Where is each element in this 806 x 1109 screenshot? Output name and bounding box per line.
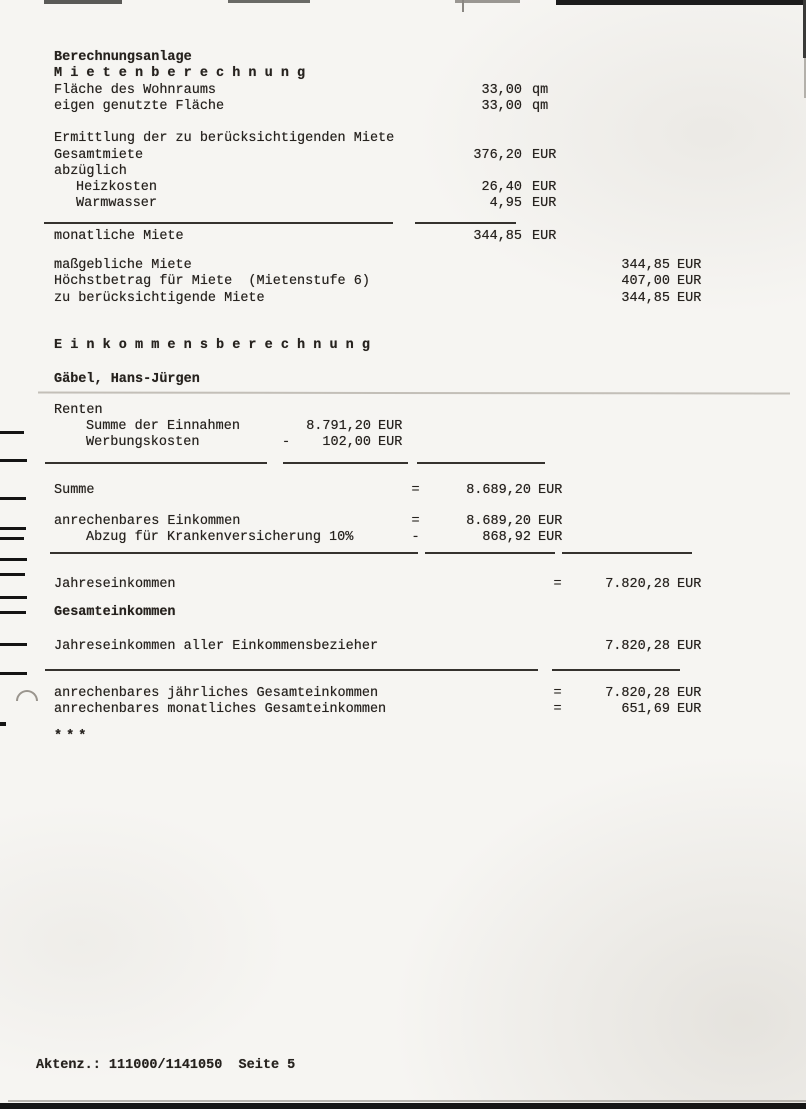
margin-mark (0, 431, 24, 434)
end-marker: *** (54, 729, 91, 744)
rule (415, 222, 516, 224)
margin-mark (0, 672, 27, 675)
rule (44, 222, 393, 224)
margin-mark (0, 643, 27, 646)
row-value: 8.791,20 (306, 419, 371, 434)
row-unit: EUR (532, 196, 557, 211)
scan-smudge-top (455, 0, 520, 3)
row-label: Warmwasser (76, 196, 158, 211)
section-title-gesamteinkommen: Gesamteinkommen (54, 605, 176, 620)
row-value: 102,00 (322, 435, 371, 450)
rule (417, 462, 545, 464)
row-label: Ermittlung der zu berücksichtigenden Miete (54, 131, 395, 146)
rule (552, 669, 680, 671)
row-unit: EUR (677, 702, 702, 717)
row-label: Renten (54, 403, 103, 418)
row-label: Jahreseinkommen (54, 577, 176, 592)
row-value: 7.820,28 (605, 686, 670, 701)
row-value: 4,95 (489, 196, 522, 211)
row-unit: EUR (677, 274, 702, 289)
rule (425, 552, 555, 554)
row-value: 376,20 (473, 148, 522, 163)
margin-mark (0, 527, 26, 530)
row-value: 7.820,28 (605, 577, 670, 592)
row-unit: EUR (677, 686, 702, 701)
rule (562, 552, 692, 554)
rule (50, 552, 418, 554)
row-label: Summe (54, 483, 95, 498)
row-label: Abzug für Krankenversicherung 10% (86, 530, 354, 545)
row-operator: - (281, 435, 291, 450)
row-operator: - (411, 530, 420, 545)
row-value: 868,92 (482, 530, 531, 545)
row-label: eigen genutzte Fläche (54, 99, 225, 114)
row-unit: EUR (532, 180, 557, 195)
row-label: Summe der Einnahmen (86, 419, 240, 434)
scan-smudge-top (556, 0, 806, 5)
margin-mark (0, 537, 24, 540)
row-value: 7.820,28 (605, 639, 670, 654)
row-unit: qm (532, 99, 549, 114)
margin-mark (0, 611, 26, 614)
margin-mark (0, 497, 26, 500)
margin-mark (0, 558, 27, 561)
row-value: 407,00 (621, 274, 670, 289)
rule (45, 462, 267, 464)
row-unit: EUR (538, 483, 563, 498)
rule (45, 669, 538, 671)
scan-edge-bottom (0, 1103, 806, 1109)
footer-file-number: Aktenz.: 111000/1141050 Seite 5 (36, 1058, 296, 1073)
row-operator: = (411, 483, 420, 498)
row-value: 26,40 (481, 180, 522, 195)
scan-smudge-top (462, 0, 464, 12)
section-title-mietenberechnung: M i e t e n b e r e c h n u n g (54, 66, 306, 81)
faint-scan-line (38, 391, 790, 394)
row-label: anrechenbares monatliches Gesamteinkommen (54, 702, 387, 717)
row-unit: EUR (677, 291, 702, 306)
row-label: Höchstbetrag für Miete (Mietenstufe 6) (54, 274, 370, 289)
row-label: Heizkosten (76, 180, 158, 195)
row-value: 651,69 (621, 702, 670, 717)
scan-edge-bottom (8, 1100, 806, 1102)
margin-mark (0, 722, 6, 726)
row-operator: = (411, 514, 420, 529)
row-label: abzüglich (54, 164, 127, 179)
row-unit: EUR (677, 577, 702, 592)
row-label: Fläche des Wohnraums (54, 83, 217, 98)
row-operator: = (553, 577, 562, 592)
doc-title: Berechnungsanlage (54, 50, 192, 65)
row-unit: qm (532, 83, 549, 98)
pen-arc-mark (16, 690, 38, 701)
row-operator: = (553, 686, 562, 701)
row-value: 344,85 (621, 291, 670, 306)
row-label: Gesamtmiete (54, 148, 144, 163)
row-value: 33,00 (481, 99, 522, 114)
row-label: maßgebliche Miete (54, 258, 192, 273)
row-value: 8.689,20 (466, 483, 531, 498)
row-unit: EUR (378, 435, 403, 450)
row-label: Jahreseinkommen aller Einkommensbezieher (54, 639, 379, 654)
row-unit: EUR (677, 258, 702, 273)
scan-smudge-top (228, 0, 310, 3)
section-title-einkommensberechnung: E i n k o m m e n s b e r e c h n u n g (54, 338, 370, 353)
row-label: anrechenbares jährliches Gesamteinkommen (54, 686, 379, 701)
row-label: Werbungskosten (86, 435, 200, 450)
row-label: zu berücksichtigende Miete (54, 291, 265, 306)
row-unit: EUR (538, 514, 563, 529)
margin-mark (0, 573, 25, 576)
scan-smudge-top (44, 0, 122, 4)
row-value: 344,85 (473, 229, 522, 244)
row-label: anrechenbares Einkommen (54, 514, 241, 529)
row-unit: EUR (532, 229, 557, 244)
row-unit: EUR (538, 530, 563, 545)
row-unit: EUR (378, 419, 403, 434)
row-value: 33,00 (481, 83, 522, 98)
row-unit: EUR (677, 639, 702, 654)
margin-mark (0, 596, 27, 599)
rule (283, 462, 408, 464)
row-value: 8.689,20 (466, 514, 531, 529)
row-unit: EUR (532, 148, 557, 163)
row-operator: = (553, 702, 562, 717)
person-name: Gäbel, Hans-Jürgen (54, 372, 200, 387)
row-label: monatliche Miete (54, 229, 184, 244)
row-value: 344,85 (621, 258, 670, 273)
margin-mark (0, 459, 27, 462)
